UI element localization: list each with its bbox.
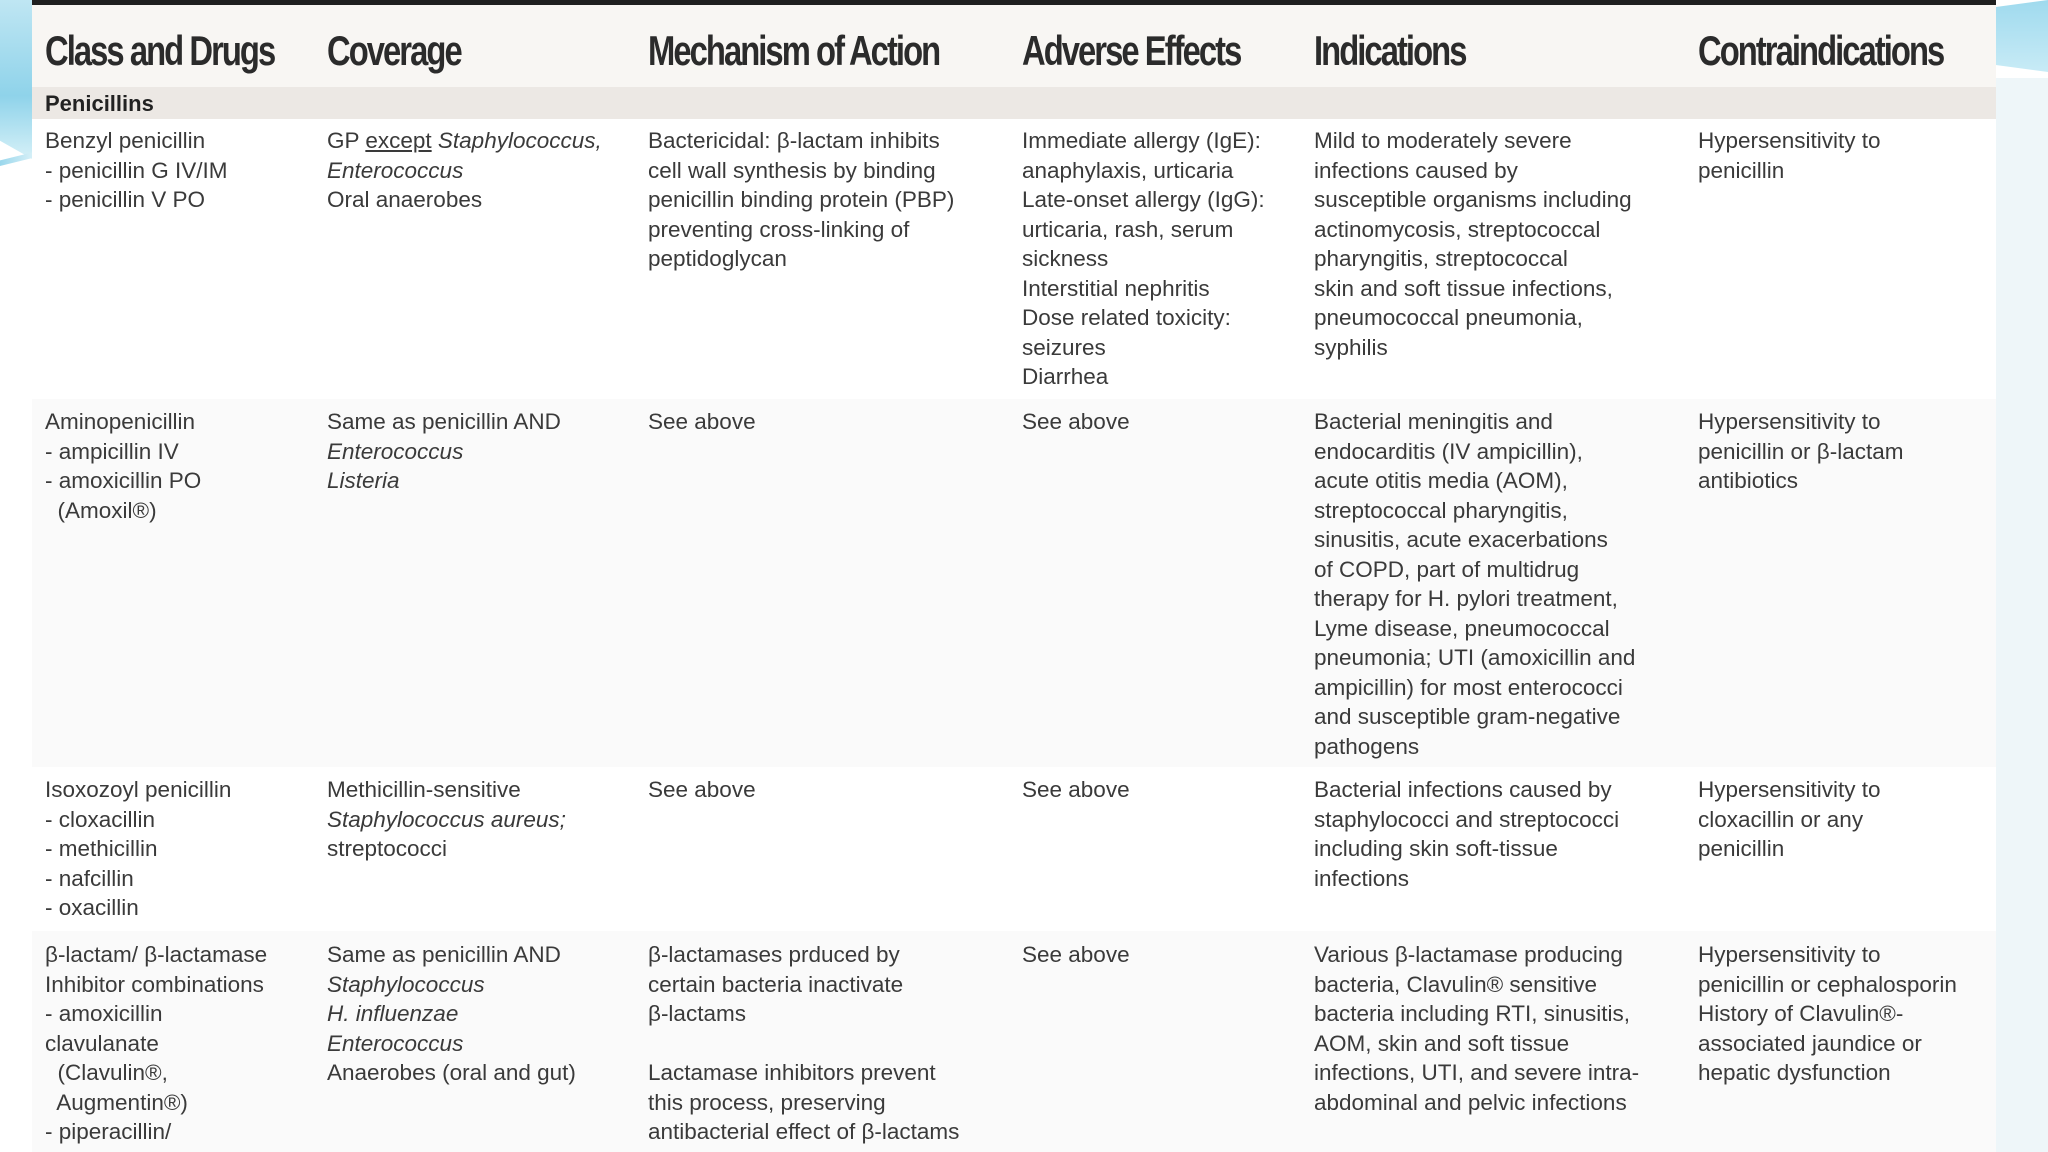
- header-adverse-effects: Adverse Effects: [1022, 27, 1241, 74]
- cell-class-drugs: β-lactam/ β-lactamase Inhibitor combinations - amoxicillin clavulanate (Clavulin®, Augmentin®) - piperacillin/: [45, 942, 268, 1144]
- cell-coverage: GP except Staphylococcus, Enterococcus Oral anaerobes: [327, 128, 602, 212]
- cell-mechanism: Bactericidal: β-lactam inhibits cell wall synthesis by binding penicillin binding protein (PBP) preventing cross-linking of peptidoglycan: [648, 128, 955, 271]
- antibiotics-table: [32, 0, 1996, 1152]
- cell-contraindications: Hypersensitivity to penicillin: [1698, 128, 1881, 183]
- cell-adverse-effects: See above: [1022, 942, 1130, 967]
- table-row: [32, 767, 1996, 931]
- section-title: Penicillins: [45, 91, 154, 116]
- cell-mechanism: See above: [648, 409, 756, 434]
- header-indications: Indications: [1314, 27, 1466, 74]
- cell-indications: Mild to moderately severe infections caused by susceptible organisms including actinomycosis, streptococcal pharyngitis, streptococcal skin and soft tissue infections, pneumococcal pneumonia, syphilis: [1314, 128, 1632, 360]
- cell-adverse-effects: Immediate allergy (IgE): anaphylaxis, urticaria Late-onset allergy (IgG): urticaria, rash, serum sickness Interstitial nephritis Dose related toxicity: seizures Diarrhea: [1022, 128, 1265, 389]
- cell-coverage: Same as penicillin AND Staphylococcus H. influenzae Enterococcus Anaerobes (oral and gut): [327, 942, 576, 1085]
- header-mechanism-of-action: Mechanism of Action: [648, 27, 940, 74]
- table-row: [32, 399, 1996, 767]
- cell-contraindications: Hypersensitivity to penicillin or cephalosporin History of Clavulin®- associated jaundice or hepatic dysfunction: [1698, 942, 1957, 1085]
- header-class-and-drugs: Class and Drugs: [45, 27, 275, 74]
- cell-indications: Various β-lactamase producing bacteria, Clavulin® sensitive bacteria including RTI, sinusitis, AOM, skin and soft tissue infections, UTI, and severe intra- abdominal and pelvic infections: [1314, 942, 1640, 1115]
- cell-adverse-effects: See above: [1022, 409, 1130, 434]
- table-row: [32, 119, 1996, 399]
- cell-mechanism: β-lactamases prduced by certain bacteria inactivate β-lactams Lactamase inhibitors prevent this process, preserving antibacterial effect of β-lactams: [648, 942, 960, 1144]
- cell-class-drugs: Benzyl penicillin - penicillin G IV/IM - penicillin V PO: [45, 128, 228, 212]
- cell-coverage: Methicillin-sensitive Staphylococcus aureus; streptococci: [327, 777, 566, 861]
- header-contraindications: Contraindications: [1698, 27, 1944, 74]
- slide-decoration-right: [1994, 0, 2048, 72]
- cell-contraindications: Hypersensitivity to cloxacillin or any penicillin: [1698, 777, 1881, 861]
- slide-decoration-left: [0, 0, 34, 160]
- header-coverage: Coverage: [327, 27, 461, 74]
- cell-indications: Bacterial infections caused by staphylococci and streptococci including skin soft-tissue infections: [1314, 777, 1620, 891]
- cell-adverse-effects: See above: [1022, 777, 1130, 802]
- cell-contraindications: Hypersensitivity to penicillin or β-lactam antibiotics: [1698, 409, 1904, 493]
- section-row: [32, 87, 1996, 119]
- slide-decoration-left-stroke: [0, 152, 34, 166]
- cell-class-drugs: Aminopenicillin - ampicillin IV - amoxicillin PO (Amoxil®): [45, 409, 202, 523]
- cell-indications: Bacterial meningitis and endocarditis (IV ampicillin), acute otitis media (AOM), streptococcal pharyngitis, sinusitis, acute exacerbations of COPD, part of multidrug therapy for H. pylori treatment, Lyme disease, pneumococcal pneumonia; UTI (amoxicillin and ampicillin) for most enterococci and susceptible gram-negative pathogens: [1314, 409, 1636, 759]
- cell-coverage: Same as penicillin AND Enterococcus Listeria: [327, 409, 561, 493]
- table-header-row: [32, 5, 1996, 87]
- cell-class-drugs: Isoxozoyl penicillin - cloxacillin - methicillin - nafcillin - oxacillin: [45, 777, 232, 920]
- cell-mechanism: See above: [648, 777, 756, 802]
- slide-margin-right: [1994, 78, 2048, 1152]
- table-row: [32, 931, 1996, 1152]
